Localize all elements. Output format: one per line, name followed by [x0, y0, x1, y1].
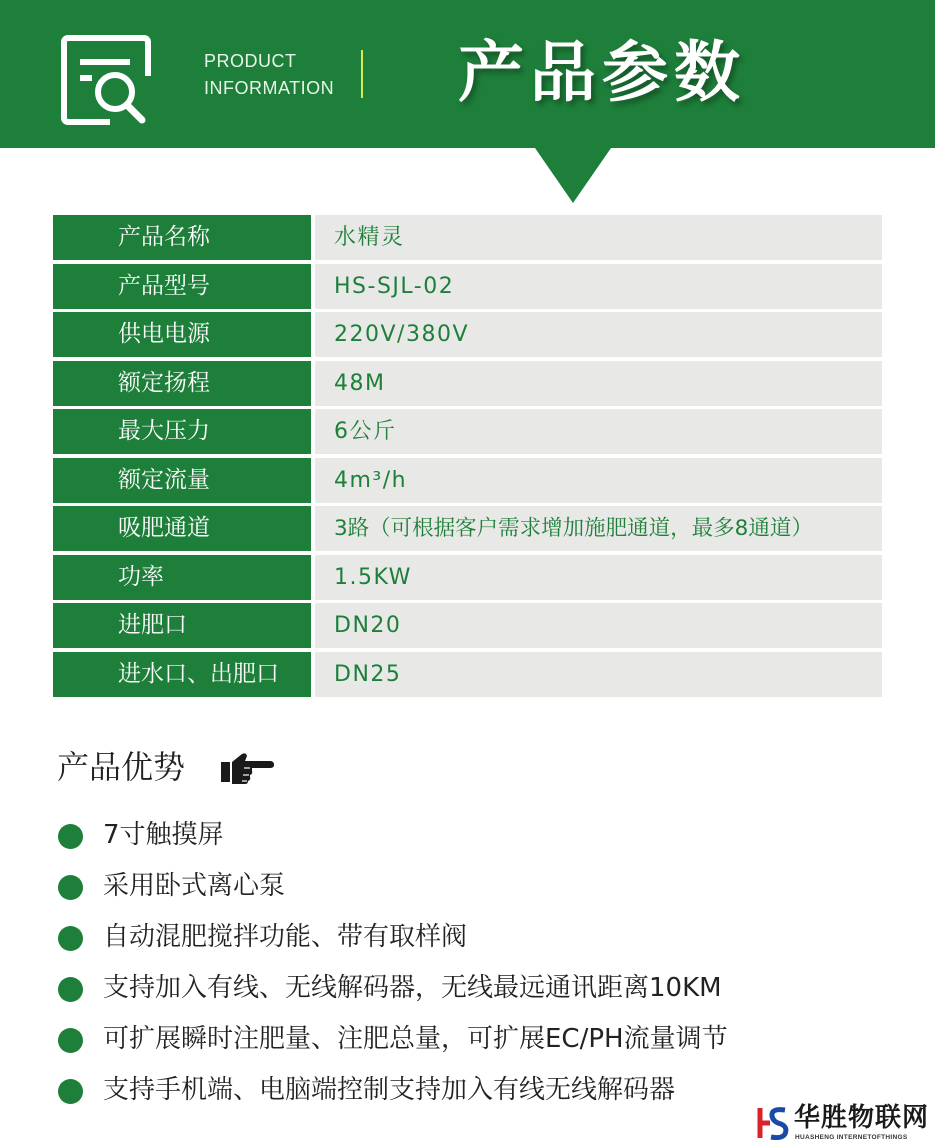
header-divider	[361, 50, 363, 98]
spec-value: 1.5KW	[315, 555, 882, 600]
spec-value: 3路（可根据客户需求增加施肥通道，最多8通道）	[315, 506, 882, 551]
spec-label: 进肥口	[53, 603, 311, 648]
bullet-dot-icon	[58, 977, 83, 1002]
advantage-text: 7寸触摸屏	[103, 820, 224, 850]
spec-label: 产品名称	[53, 215, 311, 260]
header-en-line2: INFORMATION	[204, 78, 335, 98]
brand-subtitle: HUASHENG INTERNETOFTHINGS	[795, 1134, 908, 1141]
spec-row	[53, 409, 882, 458]
advantage-text: 支持手机端、电脑端控制支持加入有线无线解码器	[103, 1075, 676, 1105]
spec-row	[53, 506, 882, 555]
document-search-icon	[60, 34, 152, 126]
spec-value: 220V/380V	[315, 312, 882, 357]
spec-label: 进水口、出肥口	[53, 652, 311, 697]
header-en-line1: PRODUCT	[204, 51, 297, 71]
spec-row	[53, 312, 882, 361]
brand-name: 华胜物联网	[794, 1103, 930, 1133]
spec-row	[53, 555, 882, 604]
advantage-text: 采用卧式离心泵	[103, 871, 286, 901]
bullet-dot-icon	[58, 926, 83, 951]
advantage-text: 支持加入有线、无线解码器，无线最远通讯距离10KM	[103, 973, 722, 1003]
banner-pointer	[535, 148, 611, 203]
spec-label: 功率	[53, 555, 311, 600]
spec-value: HS-SJL-02	[315, 264, 882, 309]
bullet-dot-icon	[58, 1028, 83, 1053]
spec-label: 产品型号	[53, 264, 311, 309]
advantage-text: 自动混肥搅拌功能、带有取样阀	[103, 922, 468, 952]
bullet-dot-icon	[58, 824, 83, 849]
spec-row	[53, 458, 882, 507]
spec-label: 吸肥通道	[53, 506, 311, 551]
pointing-hand-icon	[220, 750, 274, 786]
spec-row	[53, 215, 882, 264]
spec-row	[53, 361, 882, 410]
brand-logo	[757, 1102, 935, 1147]
spec-table	[53, 215, 882, 700]
spec-value: DN25	[315, 652, 882, 697]
bullet-dot-icon	[58, 875, 83, 900]
spec-value: 4m³/h	[315, 458, 882, 503]
spec-label: 最大压力	[53, 409, 311, 454]
spec-value: DN20	[315, 603, 882, 648]
header-english-label	[204, 48, 334, 102]
advantage-text: 可扩展瞬时注肥量、注肥总量，可扩展EC/PH流量调节	[103, 1024, 728, 1054]
header-banner	[0, 0, 935, 148]
spec-label: 额定扬程	[53, 361, 311, 406]
spec-value: 水精灵	[315, 215, 882, 260]
bullet-dot-icon	[58, 1079, 83, 1104]
page-title: 产品参数	[458, 34, 746, 111]
spec-row	[53, 264, 882, 313]
spec-row	[53, 652, 882, 701]
brand-mark-icon	[757, 1106, 789, 1140]
spec-value: 48M	[315, 361, 882, 406]
advantages-heading: 产品优势	[57, 748, 186, 786]
spec-label: 供电电源	[53, 312, 311, 357]
spec-row	[53, 603, 882, 652]
spec-value: 6公斤	[315, 409, 882, 454]
spec-label: 额定流量	[53, 458, 311, 503]
